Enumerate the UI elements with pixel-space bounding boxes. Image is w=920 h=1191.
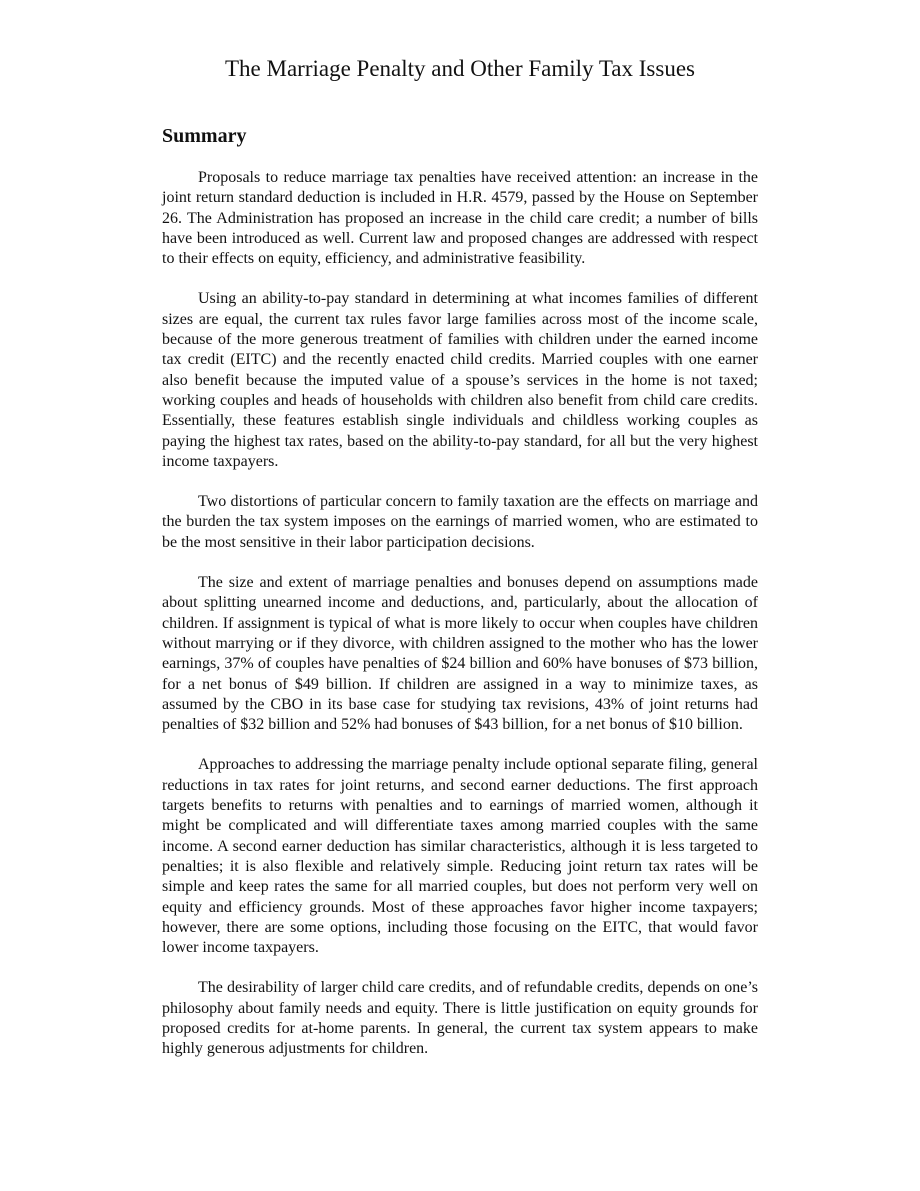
document-body	[162, 122, 758, 1080]
paragraph-6: The desirability of larger child care credits, and of refundable credits, depends on one’s philosophy about family needs and equity. There is little justification on equity grounds for proposed credits for at-home parents. In general, the current tax system appears to make highly generous adjustments for children.	[162, 979, 758, 1058]
paragraph-3: Two distortions of particular concern to family taxation are the effects on marriage and the burden the tax system imposes on the earnings of married women, who are estimated to be the most sensitive in their labor participation decisions.	[162, 493, 758, 551]
paragraph-1: Proposals to reduce marriage tax penalties have received attention: an increase in the joint return standard deduction is included in H.R. 4579, passed by the House on September 26. The Administration has proposed an increase in the child care credit; a number of bills have been introduced as well. Current law and proposed changes are addressed with respect to their effects on equity, efficiency, and administrative feasibility.	[162, 169, 758, 268]
paragraph-4: The size and extent of marriage penalties and bonuses depend on assumptions made about splitting unearned income and deductions, and, particularly, about the allocation of children. If assignment is typical of what is more likely to occur when couples have children without marrying or if they divorce, with children assigned to the mother who has the lower earnings, 37% of couples have penalties of $24 billion and 60% have bonuses of $73 billion, for a net bonus of $49 billion. If children are assigned in a way to minimize taxes, as assumed by the CBO in its base case for studying tax revisions, 43% of joint returns had penalties of $32 billion and 52% had bonuses of $43 billion, for a net bonus of $10 billion.	[162, 574, 758, 734]
section-heading-summary: Summary	[162, 125, 247, 147]
paragraph-2: Using an ability-to-pay standard in determining at what incomes families of different sizes are equal, the current tax rules favor large families across most of the income scale, because of the more generous treatment of families with children under the earned income tax credit (EITC) and the recently enacted child credits. Married couples with one earner also benefit because the imputed value of a spouse’s services in the home is not taxed; working couples and heads of households with children also benefit from child care credits. Essentially, these features establish single individuals and childless working couples as paying the highest tax rates, based on the ability-to-pay standard, for all but the very highest income taxpayers.	[162, 290, 758, 470]
document-title: The Marriage Penalty and Other Family Tax Issues	[225, 56, 695, 81]
paragraph-5: Approaches to addressing the marriage penalty include optional separate filing, general reductions in tax rates for joint returns, and second earner deductions. The first approach targets benefits to returns with penalties and to earnings of married women, although it might be complicated and will differentiate taxes among married couples with the same income. A second earner deduction has similar characteristics, although it is less targeted to penalties; it is also flexible and relatively simple. Reducing joint return tax rates will be simple and keep rates the same for all married couples, but does not perform very well on equity and efficiency grounds. Most of these approaches favor higher income taxpayers; however, there are some options, including those focusing on the EITC, that would favor lower income taxpayers.	[162, 756, 758, 957]
